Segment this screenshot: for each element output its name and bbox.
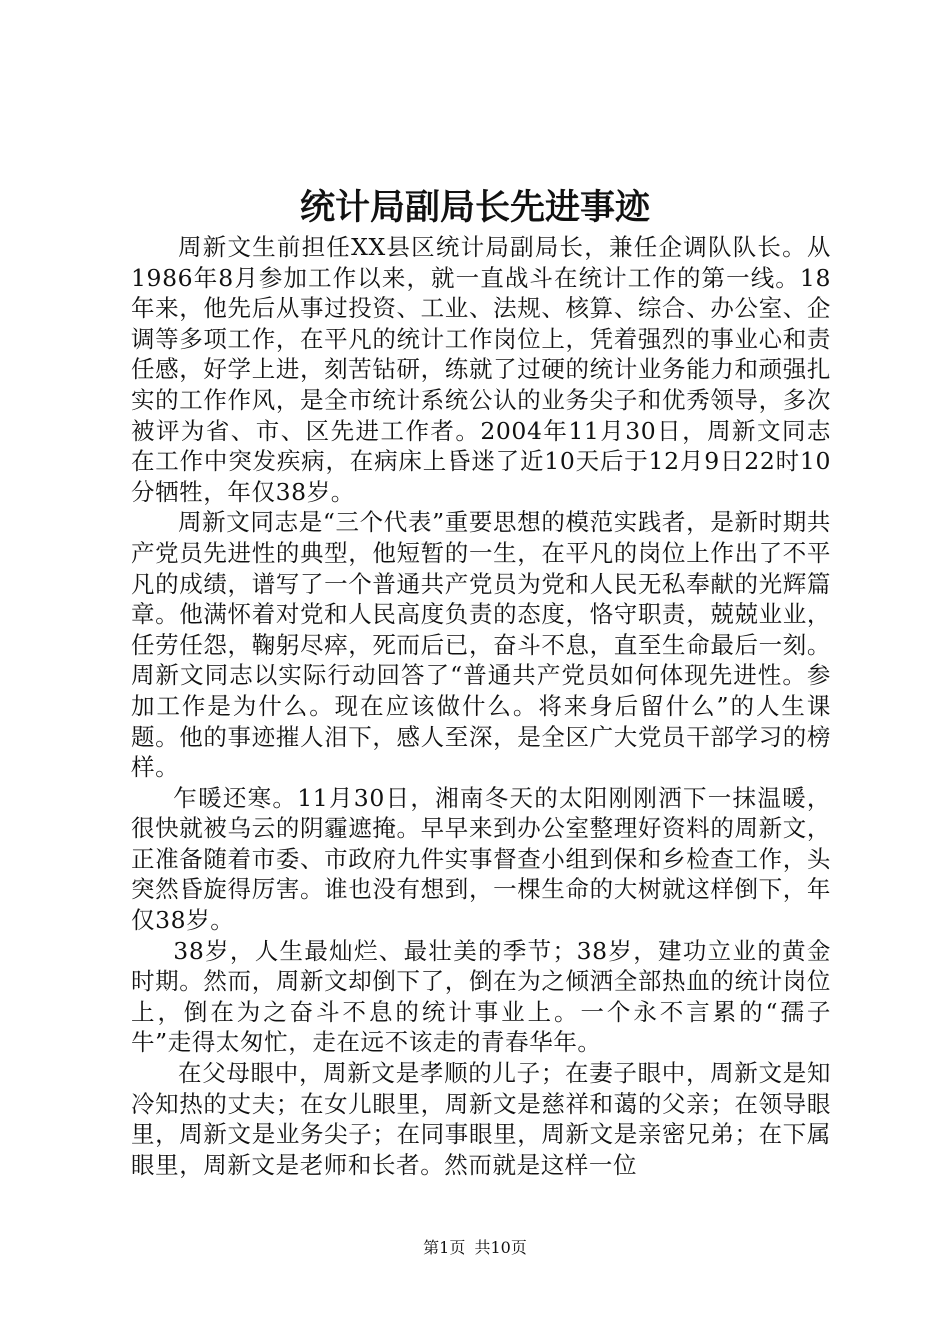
- page-total: 共10页: [474, 1238, 527, 1257]
- page-number: 第1页: [423, 1238, 466, 1257]
- document-body: [131, 232, 831, 1180]
- document-title: 统计局副局长先进事迹: [299, 187, 650, 228]
- paragraph-1: 周新文生前担任XX县区统计局副局长，兼任企调队队长。从1986年8月参加工作以来，就一直战斗在统计工作的第一线。18年来，他先后从事过投资、工业、法规、核算、综合、办公室、企调等多项工作，在平凡的统计工作岗位上，凭着强烈的事业心和责任感，好学上进，刻苦钻研，练就了过硬的统计业务能力和顽强扎实的工作作风，是全市统计系统公认的业务尖子和优秀领导，多次被评为省、市、区先进工作者。2004年11月30日，周新文同志在工作中突发疾病，在病床上昏迷了近10天后于12月9日22时10分牺牲，年仅38岁。: [131, 233, 831, 506]
- paragraph-5: 在父母眼中，周新文是孝顺的儿子；在妻子眼中，周新文是知冷知热的丈夫；在女儿眼里，周新文是慈祥和蔼的父亲；在领导眼里，周新文是业务尖子；在同事眼里，周新文是亲密兄弟；在下属眼里，周新文是老师和长者。然而就是这样一位: [131, 1059, 831, 1179]
- paragraph-3: 乍暖还寒。11月30日，湘南冬天的太阳刚刚洒下一抹温暖，很快就被乌云的阴霾遮掩。早早来到办公室整理好资料的周新文，正准备随着市委、市政府九件实事督查小组到保和乡检查工作，头突然昏旋得厉害。谁也没有想到，一棵生命的大树就这样倒下，年仅38岁。: [131, 783, 831, 935]
- paragraph-4: 38岁，人生最灿烂、最壮美的季节；38岁，建功立业的黄金时期。然而，周新文却倒下了，倒在为之倾洒全部热血的统计岗位上，倒在为之奋斗不息的统计事业上。一个永不言累的“孺子牛”走得太匆忙，走在远不该走的青春华年。: [131, 936, 831, 1057]
- paragraph-2: 周新文同志是“三个代表”重要思想的模范实践者，是新时期共产党员先进性的典型，他短暂的一生，在平凡的岗位上作出了不平凡的成绩，谱写了一个普通共产党员为党和人民无私奉献的光辉篇章。他满怀着对党和人民高度负责的态度，恪守职责，兢兢业业，任劳任怨，鞠躬尽瘁，死而后已，奋斗不息，直至生命最后一刻。周新文同志以实际行动回答了“普通共产党员如何体现先进性。参加工作是为什么。现在应该做什么。将来身后留什么”的人生课题。他的事迹摧人泪下，感人至深，是全区广大党员干部学习的榜样。: [131, 508, 831, 782]
- page-footer: [0, 1238, 950, 1258]
